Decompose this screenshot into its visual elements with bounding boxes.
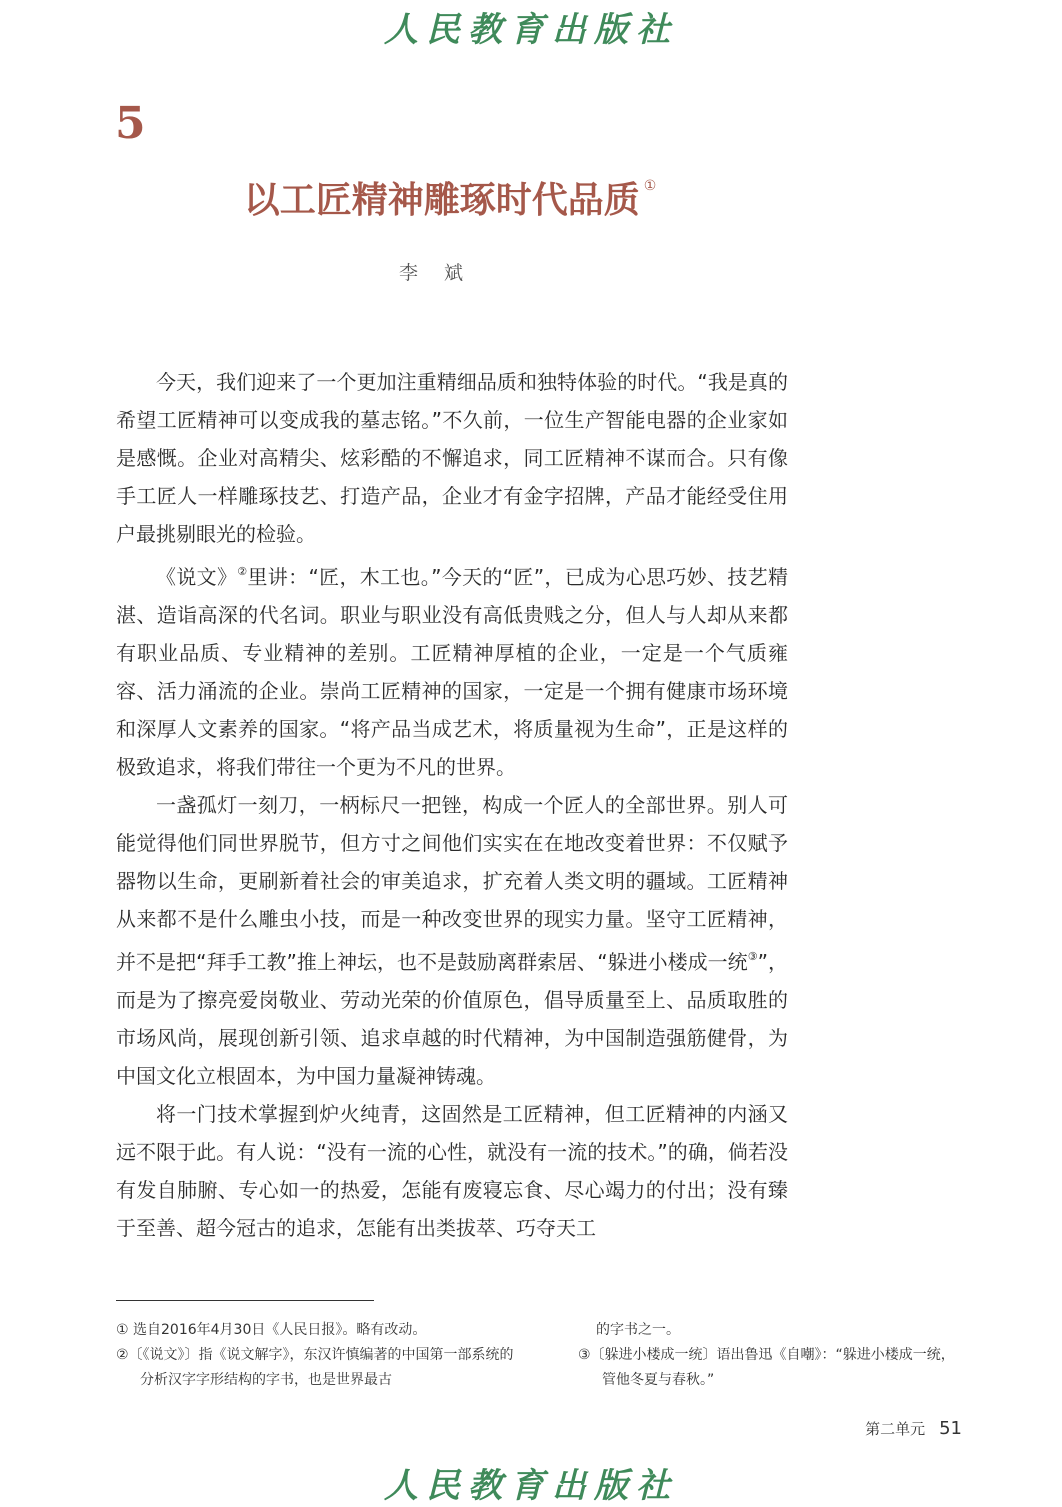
page-number: 51 [939, 1418, 962, 1439]
footnote-2-continued: 的字书之一。 [596, 1322, 680, 1338]
paragraph-1 [116, 363, 788, 553]
paragraph-text: ”，而是为了擦亮爱岗敬业、劳动光荣的价值原色，倡导质量至上、品质取胜的市场风尚，展现创新引领、追求卓越的时代精神，为中国制造强筋健骨，为中国文化立根固本，为中国力量凝神铸魂。 [116, 950, 788, 1088]
footnote-divider [116, 1300, 374, 1301]
title-footnote-marker: ① [643, 178, 657, 194]
paragraph-text: 《说文》 [156, 565, 238, 589]
footnotes-right-column [578, 1318, 968, 1393]
paragraph-3 [116, 786, 788, 1095]
paragraph-2 [116, 553, 788, 786]
article-body [116, 363, 788, 1247]
article-title [0, 172, 900, 223]
footnote-3: ③〔躲进小楼成一统〕语出鲁迅《自嘲》：“躲进小楼成一统，管他冬夏与春秋。” [578, 1347, 955, 1388]
footnote-1: ① 选自2016年4月30日《人民日报》。略有改动。 [116, 1322, 427, 1338]
publisher-watermark-top: 人民教育出版社 [384, 10, 678, 50]
footnote-marker-3: ③ [747, 950, 758, 963]
lesson-number: 5 [115, 98, 146, 149]
paragraph-text: 一盏孤灯一刻刀，一柄标尺一把锉，构成一个匠人的全部世界。别人可能觉得他们同世界脱节，但方寸之间他们实实在在地改变着世界：不仅赋予器物以生命，更刷新着社会的审美追求，扩充着人类文明的疆域。工匠精神从来都不是什么雕虫小技，而是一种改变世界的现实力量。坚守工匠精神，并不是把“拜手工教”推上神坛，也不是鼓励离群索居、“躲进小楼成一统 [116, 793, 788, 974]
unit-label: 第二单元 [865, 1420, 926, 1438]
paragraph-text: 今天，我们迎来了一个更加注重精细品质和独特体验的时代。“我是真的希望工匠精神可以变成我的墓志铭。”不久前，一位生产智能电器的企业家如是感慨。企业对高精尖、炫彩酷的不懈追求，同工匠精神不谋而合。只有像手工匠人一样雕琢技艺、打造产品，企业才有金字招牌，产品才能经受住用户最挑剔眼光的检验。 [116, 370, 788, 546]
article-title-text: 以工匠精神雕琢时代品质 [243, 180, 640, 221]
footnote-marker-2: ② [237, 565, 248, 578]
paragraph-4 [116, 1095, 788, 1247]
footnote-2: ②〔《说文》〕指《说文解字》，东汉许慎编著的中国第一部系统的分析汉字字形结构的字书，也是世界最古 [116, 1347, 514, 1388]
publisher-watermark-bottom: 人民教育出版社 [384, 1466, 678, 1506]
page-footer [865, 1418, 962, 1439]
footnotes-left-column [116, 1318, 516, 1393]
paragraph-text: 将一门技术掌握到炉火纯青，这固然是工匠精神，但工匠精神的内涵又远不限于此。有人说：“没有一流的心性，就没有一流的技术。”的确，倘若没有发自肺腑、专心如一的热爱，怎能有废寝忘食、尽心竭力的付出；没有臻于至善、超今冠古的追求，怎能有出类拔萃、巧夺天工 [116, 1102, 788, 1240]
article-author: 李斌 [398, 262, 489, 284]
paragraph-text: 里讲：“匠，木工也。”今天的“匠”，已成为心思巧妙、技艺精湛、造诣高深的代名词。职业与职业没有高低贵贱之分，但人与人却从来都有职业品质、专业精神的差别。工匠精神厚植的企业，一定是一个气质雍容、活力涌流的企业。崇尚工匠精神的国家，一定是一个拥有健康市场环境和深厚人文素养的国家。“将产品当成艺术，将质量视为生命”，正是这样的极致追求，将我们带往一个更为不凡的世界。 [116, 565, 788, 779]
